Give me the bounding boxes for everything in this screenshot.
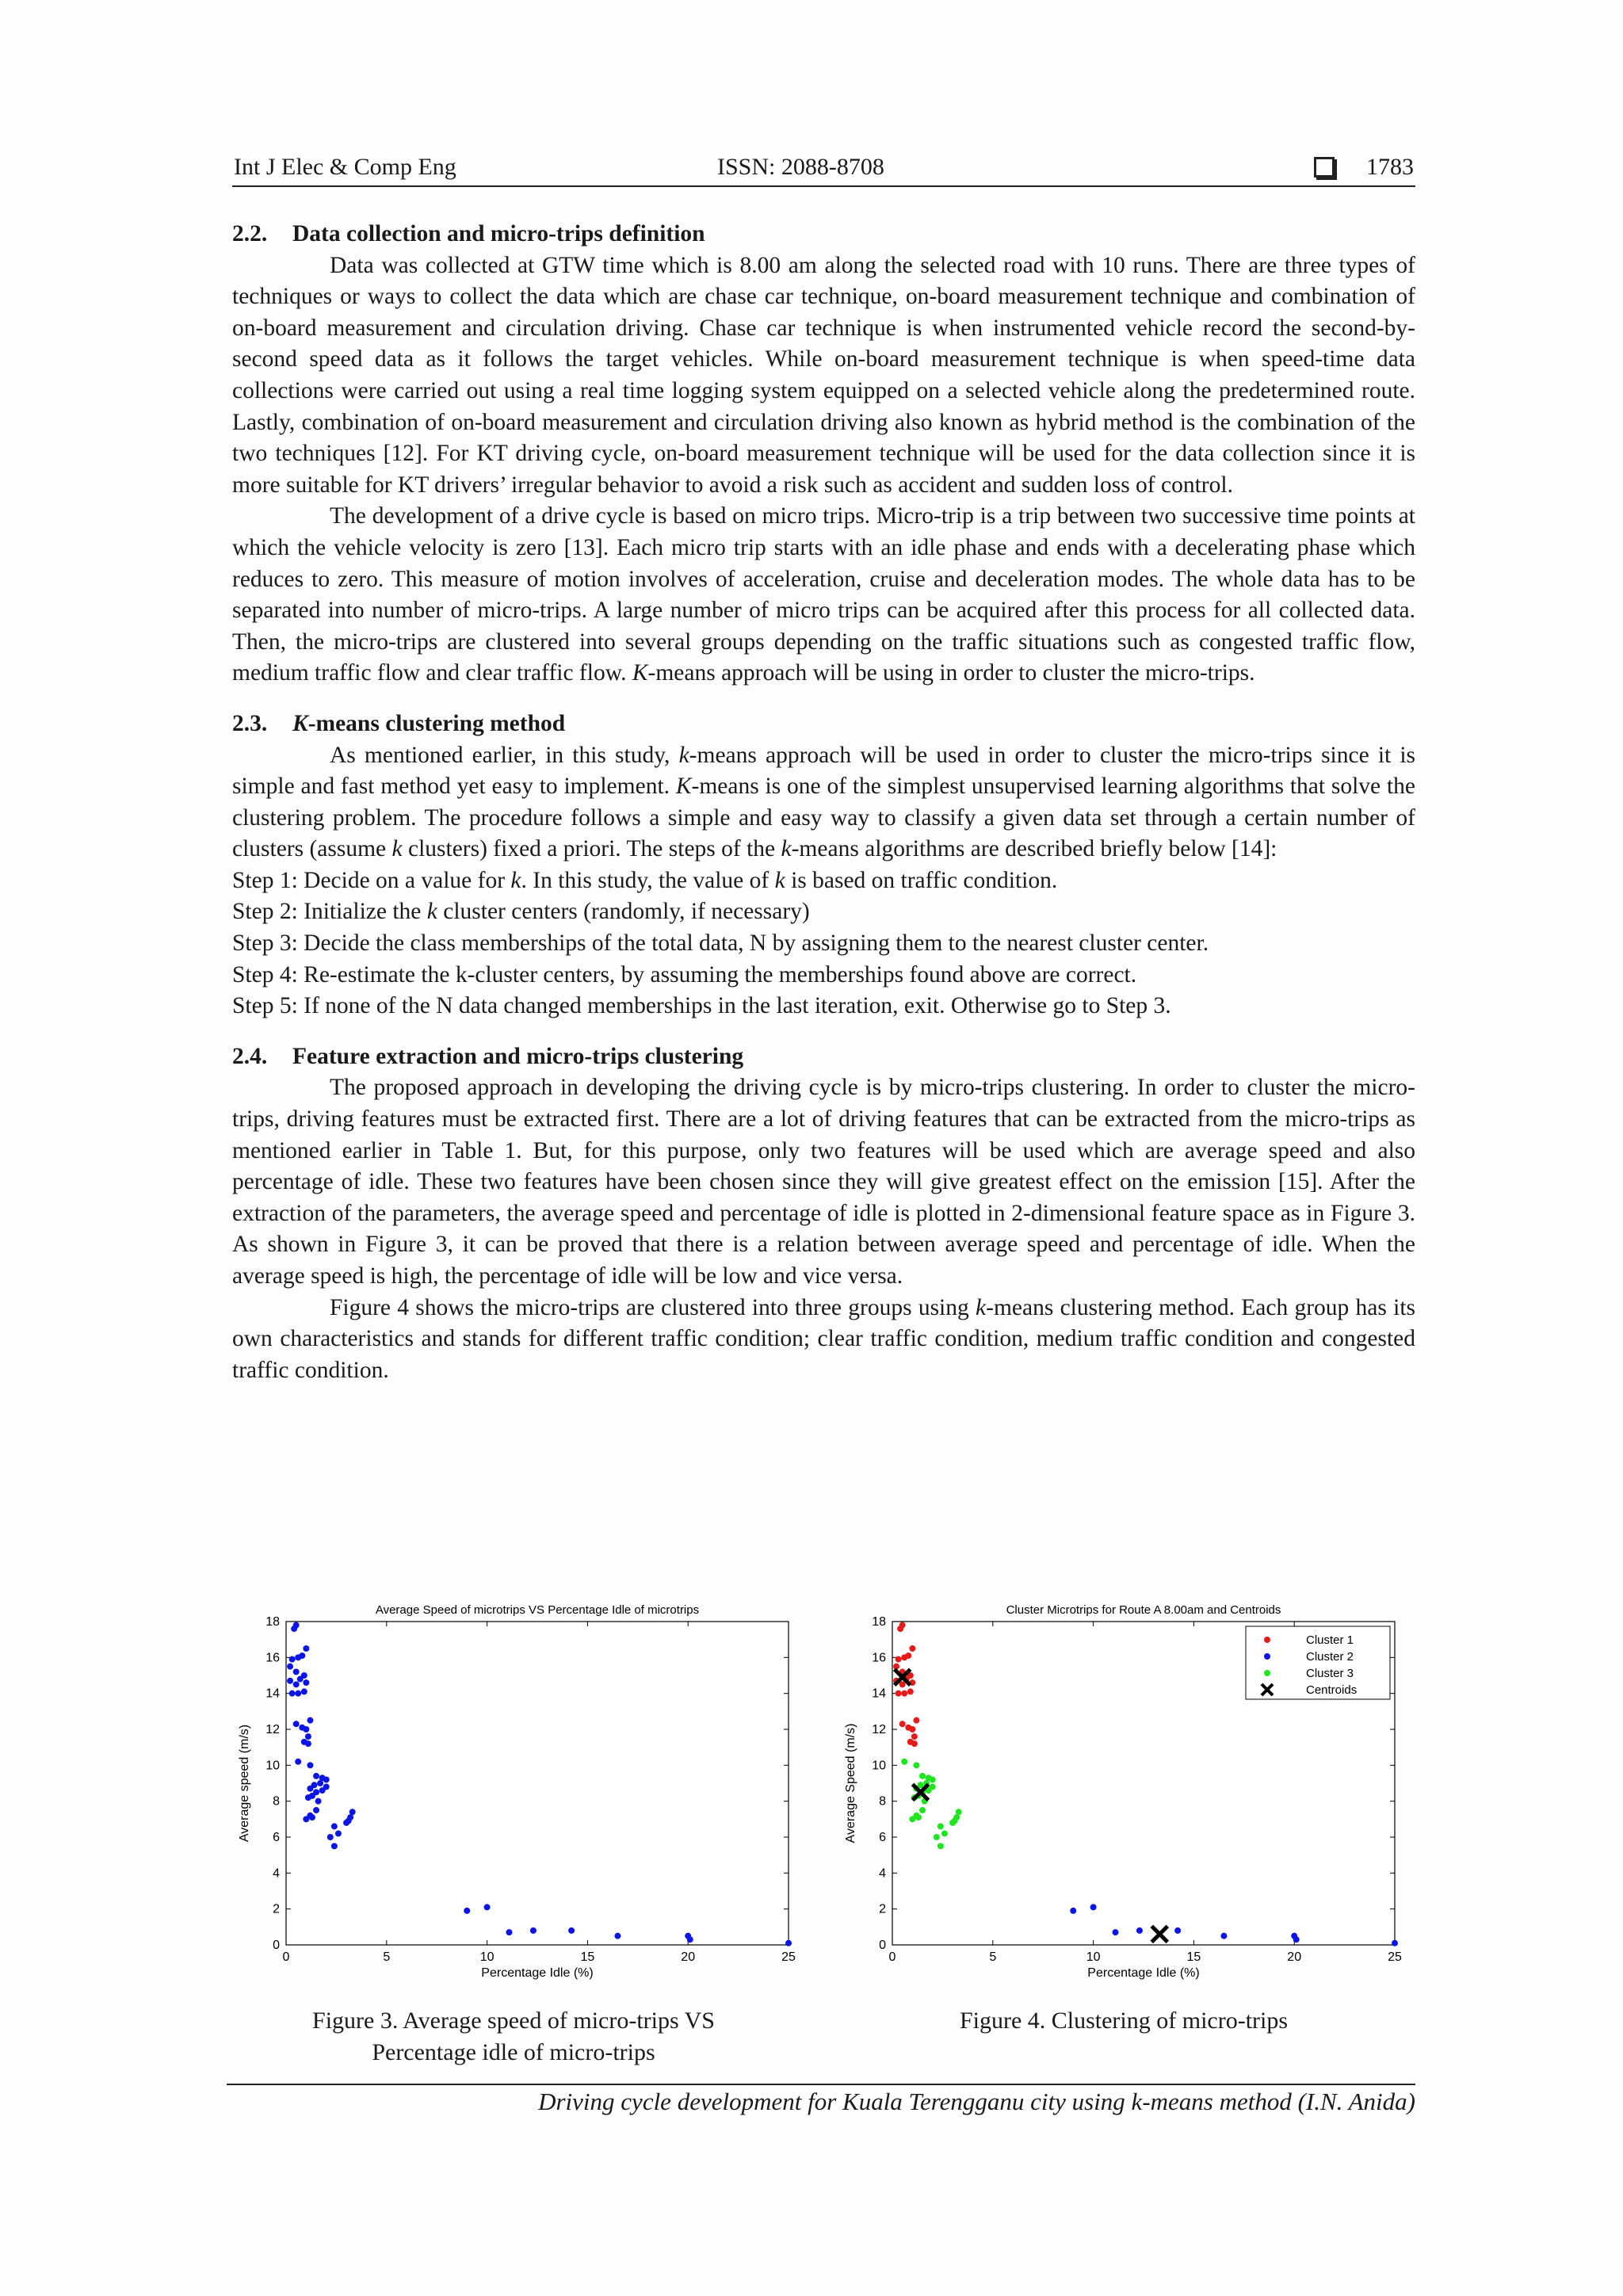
y-tick-label: 8	[273, 1794, 280, 1809]
page-number: 1783	[1366, 154, 1414, 180]
plot-area	[286, 1622, 789, 1945]
y-tick-label: 0	[879, 1939, 886, 1952]
data-point	[909, 1645, 915, 1652]
data-point	[905, 1652, 911, 1659]
data-point	[687, 1936, 693, 1943]
legend-label: Cluster 2	[1306, 1650, 1354, 1664]
y-tick-label: 6	[273, 1831, 280, 1844]
y-axis-label: Average Speed (m/s)	[844, 1723, 857, 1843]
data-point	[901, 1690, 907, 1697]
step-4: Step 4: Re-estimate the k-cluster centers, by assuming the memberships found above are correct.	[232, 961, 1137, 988]
section-number: 2.4.	[232, 1043, 268, 1069]
data-point	[568, 1927, 575, 1934]
figure-3-caption: Figure 3. Average speed of micro-trips VS Percentage idle of micro-trips	[312, 2008, 715, 2065]
data-point	[319, 1787, 326, 1794]
data-point	[315, 1798, 322, 1805]
data-point	[289, 1690, 296, 1697]
paragraph: As mentioned earlier, in this study, k-means approach will be used in order to cluster the micro-trips since it is simple and fast method yet easy to implement. K-means is one of the simplest unsupervised learning algorithms that solve the clustering problem. The procedure follows a simple and easy way to classify a given data set through a certain number of clusters (assume k clusters) fixed a priori. The steps of the k-means algorithms are described briefly below [14]:	[232, 742, 1416, 862]
y-axis-label: Average speed (m/s)	[238, 1724, 251, 1843]
data-point	[287, 1678, 293, 1684]
data-point	[1174, 1927, 1181, 1934]
data-point	[331, 1823, 338, 1829]
y-tick-label: 6	[879, 1831, 886, 1844]
data-point	[1293, 1936, 1300, 1943]
y-tick-label: 0	[273, 1939, 280, 1952]
paragraph: The development of a drive cycle is based on micro trips. Micro-trip is a trip between two successive time points at which the vehicle velocity is zero [13]. Each micro trip starts with an idle phase and ends with a decelerating phase which reduces to zero. This measure of motion involves of acceleration, cruise and deceleration modes. The whole data has to be separated into number of micro-trips. A large number of micro trips can be acquired after this process for all collected data. Then, the micro-trips are clustered into several groups depending on the traffic situations such as congested traffic flow, medium traffic flow and clear traffic flow. K-means approach will be using in order to cluster the micro-trips.	[232, 503, 1415, 686]
legend-marker	[1264, 1670, 1270, 1676]
y-tick-label: 10	[872, 1759, 886, 1773]
data-point	[930, 1776, 936, 1782]
header-right	[1314, 154, 1414, 181]
data-point	[349, 1809, 356, 1815]
data-point	[307, 1717, 313, 1724]
y-tick-label: 16	[872, 1651, 886, 1665]
data-point	[303, 1679, 309, 1686]
data-point	[1392, 1940, 1398, 1946]
y-tick-label: 12	[872, 1723, 886, 1736]
data-point	[1090, 1904, 1097, 1910]
data-point	[295, 1759, 301, 1765]
legend-marker	[1264, 1637, 1270, 1643]
data-point	[309, 1814, 315, 1820]
y-tick-label: 8	[879, 1794, 886, 1809]
x-tick-label: 5	[989, 1950, 997, 1964]
section-title: Feature extraction and micro-trips clustering	[292, 1043, 744, 1069]
x-tick-label: 15	[580, 1950, 595, 1964]
data-point	[307, 1786, 313, 1792]
data-point	[614, 1933, 621, 1939]
y-tick-label: 14	[265, 1687, 280, 1701]
data-point	[919, 1807, 926, 1813]
data-point	[287, 1664, 293, 1670]
data-point	[331, 1843, 338, 1849]
section-number: 2.2.	[232, 221, 268, 246]
data-point	[346, 1818, 352, 1824]
data-point	[899, 1622, 906, 1629]
legend-marker	[1264, 1653, 1270, 1660]
data-point	[530, 1927, 537, 1934]
y-tick-label: 10	[265, 1759, 280, 1773]
data-point	[506, 1929, 512, 1935]
data-point	[896, 1656, 902, 1663]
x-axis-label: Percentage Idle (%)	[1087, 1966, 1200, 1980]
data-point	[305, 1740, 311, 1747]
data-point	[293, 1668, 300, 1675]
figure-3-chart	[232, 1593, 811, 1989]
data-point	[295, 1690, 301, 1697]
data-point	[909, 1816, 915, 1822]
data-point	[289, 1656, 296, 1663]
data-point	[335, 1830, 342, 1836]
y-tick-label: 18	[872, 1615, 886, 1629]
x-tick-label: 0	[282, 1950, 290, 1964]
data-point	[785, 1940, 792, 1946]
legend-label: Cluster 1	[1306, 1633, 1354, 1647]
data-point	[307, 1762, 313, 1768]
y-tick-label: 18	[265, 1615, 280, 1629]
figure-4-chart	[838, 1593, 1417, 1989]
section-2-3-heading: 2.3. K-means clustering method	[232, 709, 1415, 740]
x-axis-label: Percentage Idle (%)	[481, 1966, 594, 1980]
data-point	[313, 1773, 319, 1779]
data-point	[934, 1834, 940, 1840]
x-tick-label: 25	[781, 1950, 796, 1964]
data-point	[1136, 1927, 1143, 1934]
data-point	[896, 1690, 902, 1697]
data-point	[303, 1645, 309, 1652]
data-point	[303, 1726, 309, 1733]
data-point	[911, 1733, 918, 1740]
footer-rule	[227, 2084, 1415, 2085]
data-point	[293, 1721, 300, 1727]
step-1: Step 1: Decide on a value for k. In this study, the value of k is based on traffic condition.	[232, 867, 1058, 893]
data-point	[1220, 1933, 1227, 1939]
chart-title: Average Speed of microtrips VS Percentage Idle of microtrips	[375, 1603, 700, 1617]
data-point	[911, 1740, 918, 1747]
x-tick-label: 10	[1086, 1950, 1101, 1964]
section-2-2-heading	[232, 219, 1415, 250]
legend-label: Centroids	[1306, 1683, 1358, 1697]
chart-title: Cluster Microtrips for Route A 8.00am and Centroids	[1006, 1603, 1281, 1617]
y-tick-label: 4	[879, 1866, 886, 1881]
figures	[232, 1593, 1415, 2084]
data-point	[909, 1726, 915, 1733]
data-point	[913, 1717, 919, 1724]
section-number: 2.3.	[232, 710, 268, 736]
y-tick-label: 2	[879, 1902, 886, 1916]
step-5: Step 5: If none of the N data changed memberships in the last iteration, exit. Otherwise go to Step 3.	[232, 993, 1171, 1019]
data-point	[952, 1818, 958, 1824]
x-tick-label: 15	[1186, 1950, 1201, 1964]
main-text	[232, 219, 1415, 1386]
data-point	[938, 1843, 944, 1849]
y-tick-label: 16	[265, 1651, 280, 1665]
legend-label: Cluster 3	[1306, 1667, 1354, 1680]
running-footer: Driving cycle development for Kuala Terengganu city using k-means method (I.N. Anida)	[538, 2088, 1415, 2115]
paragraph: Figure 4 shows the micro-trips are clustered into three groups using k-means clustering method. Each group has its own characteristics and stands for different traffic condition; clear traffic condition, medium traffic condition and congested traffic condition.	[232, 1294, 1416, 1383]
data-point	[938, 1823, 944, 1829]
journal-name: Int J Elec & Comp Eng	[234, 154, 456, 180]
square-box-icon	[1314, 157, 1335, 178]
issn: ISSN: 2088-8708	[717, 154, 884, 180]
data-point	[327, 1834, 334, 1840]
data-point	[313, 1807, 319, 1813]
data-point	[901, 1759, 907, 1765]
section-2-4-heading	[232, 1041, 1415, 1073]
data-point	[484, 1904, 491, 1910]
running-header	[232, 151, 1415, 187]
data-point	[317, 1780, 323, 1786]
data-point	[293, 1622, 300, 1629]
x-tick-label: 5	[383, 1950, 391, 1964]
data-point	[1112, 1929, 1118, 1935]
section-title: -means clustering method	[307, 710, 566, 736]
data-point	[1070, 1908, 1076, 1914]
step-2: Step 2: Initialize the k cluster centers (randomly, if necessary)	[232, 899, 810, 925]
data-point	[323, 1776, 330, 1782]
x-tick-label: 25	[1388, 1950, 1402, 1964]
data-point	[956, 1809, 962, 1815]
data-point	[919, 1773, 926, 1779]
section-title: Data collection and micro-trips definition	[292, 221, 705, 246]
data-point	[303, 1816, 309, 1822]
data-point	[301, 1688, 307, 1694]
data-point	[309, 1793, 315, 1799]
y-tick-label: 4	[273, 1866, 280, 1881]
data-point	[297, 1676, 304, 1683]
x-tick-label: 20	[681, 1950, 696, 1964]
y-tick-label: 2	[273, 1902, 280, 1916]
data-point	[907, 1688, 914, 1694]
x-tick-label: 0	[888, 1950, 896, 1964]
y-tick-label: 14	[872, 1687, 886, 1701]
data-point	[293, 1681, 300, 1687]
x-tick-label: 10	[479, 1950, 495, 1964]
paragraph: Data was collected at GTW time which is 8.00 am along the selected road with 10 runs. There are three types of techniques or ways to collect the data which are chase car technique, on-board measurement technique and combination of on-board measurement and circulation driving. Chase car technique is when instrumented vehicle record the second-by-second speed data as it follows the target vehicles. While on-board measurement technique is when speed-time data collections were carried out using a real time logging system equipped on a selected vehicle along the predetermined route. Lastly, combination of on-board measurement and circulation driving also known as hybrid method is the combination of the two techniques [12]. For KT driving cycle, on-board measurement technique will be used for the data collection since it is more suitable for KT drivers’ irregular behavior to avoid a risk such as accident and sudden loss of control.	[232, 252, 1415, 498]
figure-4-caption: Figure 4. Clustering of micro-trips	[959, 2008, 1289, 2034]
data-point	[913, 1762, 919, 1768]
data-point	[305, 1733, 311, 1740]
data-point	[299, 1652, 305, 1659]
step-3: Step 3: Decide the class memberships of the total data, N by assigning them to the nearest cluster center.	[232, 930, 1209, 957]
paragraph: The proposed approach in developing the driving cycle is by micro-trips clustering. In order to cluster the micro-trips, driving features must be extracted first. There are a lot of driving features that can be extracted from the micro-trips as mentioned earlier in Table 1. But, for this purpose, only two features will be used which are average speed and also percentage of idle. These two features have been chosen since they will give greatest effect on the emission [15]. After the extraction of the parameters, the average speed and percentage of idle is plotted in 2-dimensional feature space as in Figure 3. As shown in Figure 3, it can be proved that there is a relation between average speed and percentage of idle. When the average speed is high, the percentage of idle will be low and vice versa.	[232, 1075, 1415, 1289]
data-point	[899, 1721, 906, 1727]
y-tick-label: 12	[265, 1723, 280, 1736]
data-point	[941, 1830, 948, 1836]
data-point	[915, 1814, 922, 1820]
x-tick-label: 20	[1287, 1950, 1302, 1964]
data-point	[464, 1908, 470, 1914]
